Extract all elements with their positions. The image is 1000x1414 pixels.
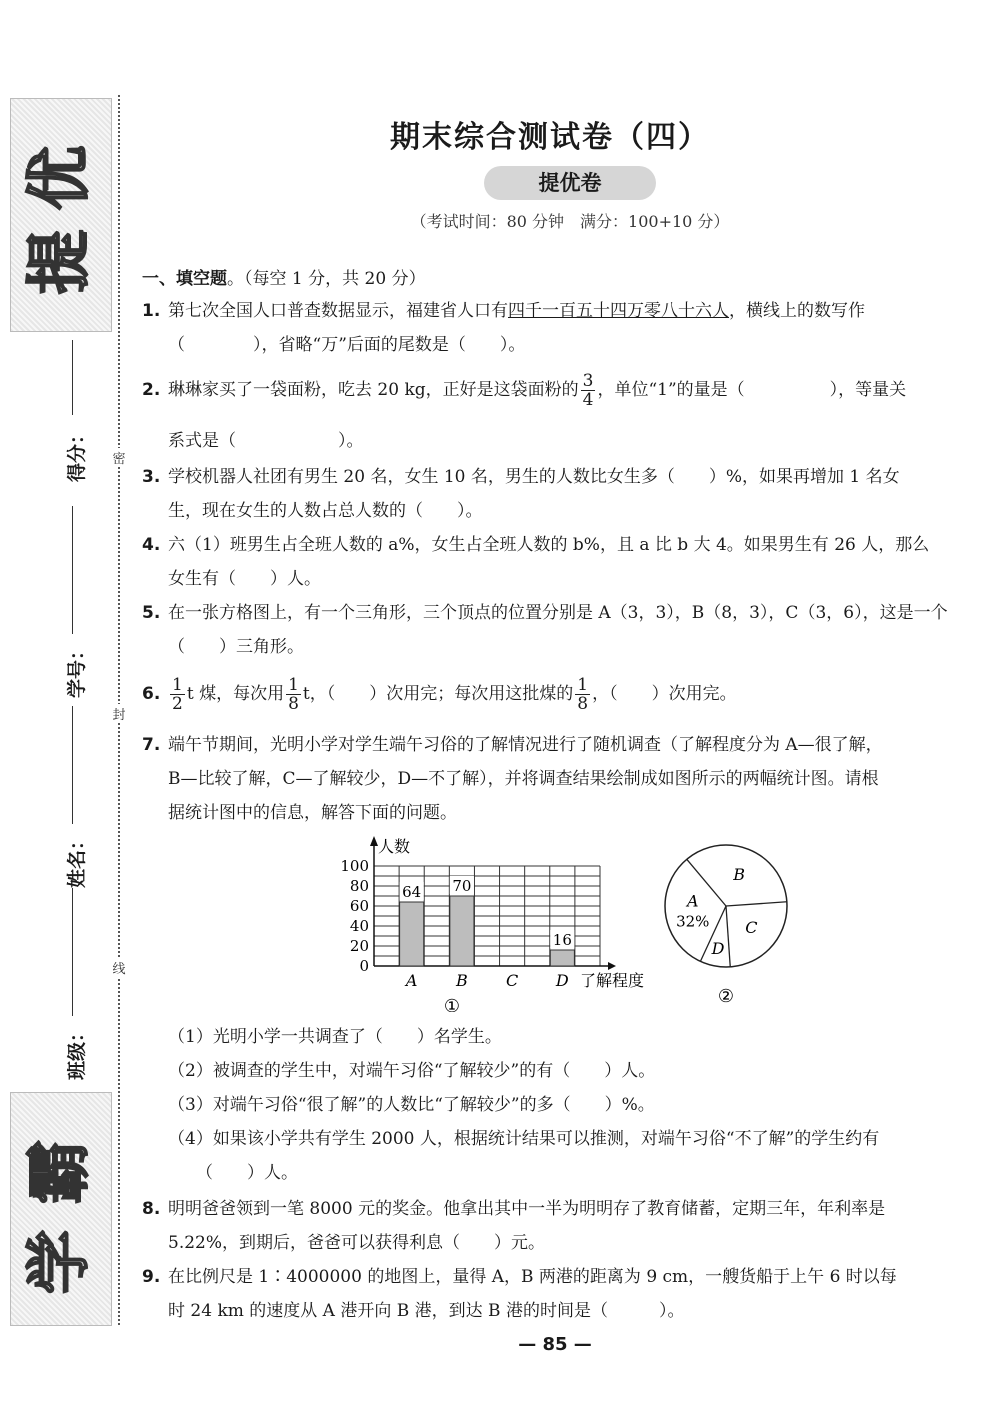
y-axis-arrow xyxy=(370,836,378,846)
y-axis-label: 人数 xyxy=(378,837,411,856)
question-number: 7. xyxy=(142,735,161,755)
x-tick-label: D xyxy=(555,971,569,990)
question-number: 1. xyxy=(142,301,161,321)
x-axis-label: 了解程度 xyxy=(580,971,645,990)
bottom-badge-char-2: 学 xyxy=(23,1230,97,1294)
question-number: 8. xyxy=(142,1199,161,1219)
pie-slice-label: C xyxy=(745,918,758,938)
data-label: 16 xyxy=(552,931,572,949)
y-tick-label: 0 xyxy=(359,957,369,975)
y-tick-label: 80 xyxy=(349,877,369,895)
fraction xyxy=(286,676,301,713)
question-9 xyxy=(142,1260,972,1328)
paper-type-badge: 提优卷 xyxy=(484,166,656,200)
pie-slice-label: D xyxy=(711,939,725,959)
top-badge-char-1: 优 xyxy=(23,146,97,210)
question-number: 3. xyxy=(142,467,161,487)
page-title: 期末综合测试卷（四） xyxy=(390,120,710,155)
data-label: 64 xyxy=(402,883,422,901)
section-heading xyxy=(142,264,426,289)
class-line xyxy=(72,888,73,1016)
question-text: 女生有（ ）人。 xyxy=(168,569,321,589)
question-7-sub-4-cont: （ ）人。 xyxy=(196,1163,298,1183)
question-text: 琳琳家买了一袋面粉，吃去 20 kg，正好是这袋面粉的 xyxy=(168,380,579,400)
question-text: B—比较了解，C—了解较少，D—不了解），并将调查结果绘制成如图所示的两幅统计图。请根 xyxy=(168,769,879,789)
question-text: （ ），省略“万”后面的尾数是（ ）。 xyxy=(168,335,526,355)
student-id-label: 学号： xyxy=(66,640,88,698)
class-label: 班级： xyxy=(66,1022,88,1080)
numerator: 1 xyxy=(577,675,589,695)
page-number: — 85 — xyxy=(518,1334,592,1355)
question-text: t 煤，每次用 xyxy=(186,684,285,704)
question-text: 学校机器人社团有男生 20 名，女生 10 名，男生的人数比女生多（ ）%，如果再增加 1 名女 xyxy=(168,467,900,487)
chart-caption: ① xyxy=(443,996,461,1012)
bar-chart xyxy=(330,832,660,1012)
x-tick-label: C xyxy=(505,971,519,990)
cut-mark-mi: 密 xyxy=(110,448,128,467)
numerator: 1 xyxy=(172,675,183,695)
pie-slice-label: B xyxy=(733,865,745,885)
question-text: 六（1）班男生占全班人数的 a%，女生占全班人数的 b%，且 a 比 b 大 4。如果男生有 26 人，那么 xyxy=(168,535,930,555)
y-tick-label: 20 xyxy=(349,937,369,955)
question-text: t，（ ）次用完；每次用这批煤的 xyxy=(302,684,574,704)
question-4 xyxy=(142,528,972,596)
bar xyxy=(400,902,424,966)
question-number: 5. xyxy=(142,603,161,623)
question-text: 在比例尺是 1∶4000000 的地图上，量得 A，B 两港的距离为 9 cm，一艘货船于上午 6 时以每 xyxy=(168,1267,897,1287)
top-badge-char-2: 提 xyxy=(23,230,97,294)
y-tick-label: 40 xyxy=(349,917,369,935)
bar xyxy=(550,950,574,966)
question-text: 时 24 km 的速度从 A 港开向 B 港，到达 B 港的时间是（ ）。 xyxy=(168,1301,685,1321)
question-6 xyxy=(142,676,972,713)
question-text: 端午节期间，光明小学对学生端午习俗的了解情况进行了随机调查（了解程度分为 A—很了解， xyxy=(168,735,883,755)
question-number: 2. xyxy=(142,380,161,400)
question-5 xyxy=(142,596,972,664)
x-tick-label: B xyxy=(456,971,468,990)
data-label: 70 xyxy=(452,877,472,895)
question-text: 系式是（ ）。 xyxy=(168,431,364,451)
x-axis-arrow xyxy=(608,962,616,970)
question-7-sub-4: （4）如果该小学共有学生 2000 人，根据统计结果可以推测，对端午习俗“不了解”的学生约有 xyxy=(168,1129,880,1149)
question-7-sub-2: （2）被调查的学生中，对端午习俗“了解较少”的有（ ）人。 xyxy=(168,1061,656,1081)
question-text: 第七次全国人口普查数据显示，福建省人口有 xyxy=(168,301,508,321)
question-text: （ ）三角形。 xyxy=(168,637,304,657)
bar xyxy=(450,896,474,966)
denominator: 8 xyxy=(577,694,589,714)
numerator: 3 xyxy=(582,371,594,391)
question-text: 明明爸爸领到一笔 8000 元的奖金。他拿出其中一半为明明存了教育储蓄，定期三年，年利率是 xyxy=(168,1199,886,1219)
chart-caption: ② xyxy=(717,986,735,1007)
pie-slice-label: A xyxy=(686,891,699,911)
y-tick-label: 100 xyxy=(340,857,369,875)
fraction xyxy=(575,676,590,713)
pie-chart xyxy=(660,832,800,1012)
question-8 xyxy=(142,1192,972,1260)
question-7-sub-3: （3）对端午习俗“很了解”的人数比“了解较少”的多（ ）%。 xyxy=(168,1095,655,1115)
name-line xyxy=(72,706,73,824)
question-number: 6. xyxy=(142,684,161,704)
question-2 xyxy=(142,372,972,409)
exam-info: （考试时间：80 分钟 满分：100+10 分） xyxy=(410,212,730,231)
cut-mark-xian: 线 xyxy=(110,958,128,977)
question-text: ，单位“1”的量是（ ），等量关 xyxy=(597,380,907,400)
question-text: 生，现在女生的人数占总人数的（ ）。 xyxy=(168,501,483,521)
score-label: 得分： xyxy=(66,424,88,482)
cut-mark-feng: 封 xyxy=(110,704,128,723)
section-title: 一、填空题 xyxy=(142,269,227,289)
question-text: 5.22%，到期后，爸爸可以获得利息（ ）元。 xyxy=(168,1233,546,1253)
score-line xyxy=(72,340,73,415)
question-text: ，（ ）次用完。 xyxy=(592,684,737,704)
question-number: 4. xyxy=(142,535,161,555)
question-number: 9. xyxy=(142,1267,161,1287)
name-label: 姓名： xyxy=(66,830,88,888)
fraction xyxy=(581,372,596,409)
pie-slice-value: 32% xyxy=(676,912,710,931)
section-note: 。（每空 1 分，共 20 分） xyxy=(227,269,426,289)
y-tick-label: 60 xyxy=(349,897,369,915)
question-text: 在一张方格图上，有一个三角形，三个顶点的位置分别是 A（3，3），B（8，3），C（3，6），这是一个 xyxy=(168,603,948,623)
numerator: 1 xyxy=(288,675,299,695)
question-3 xyxy=(142,460,972,528)
student-id-line xyxy=(72,506,73,634)
underlined-number: 四千一百五十四万零八十六人 xyxy=(508,301,729,321)
fraction xyxy=(170,676,185,713)
question-text: ，横线上的数写作 xyxy=(729,301,865,321)
denominator: 2 xyxy=(172,694,183,714)
question-2-cont xyxy=(142,424,972,458)
denominator: 8 xyxy=(288,694,299,714)
denominator: 4 xyxy=(582,390,594,410)
bottom-badge-char-1: 霸 xyxy=(23,1140,97,1204)
question-7-sub-1: （1）光明小学一共调查了（ ）名学生。 xyxy=(168,1027,502,1047)
x-tick-label: A xyxy=(405,971,418,990)
question-text: 据统计图中的信息，解答下面的问题。 xyxy=(168,803,457,823)
question-7 xyxy=(142,728,972,830)
question-1 xyxy=(142,294,972,362)
